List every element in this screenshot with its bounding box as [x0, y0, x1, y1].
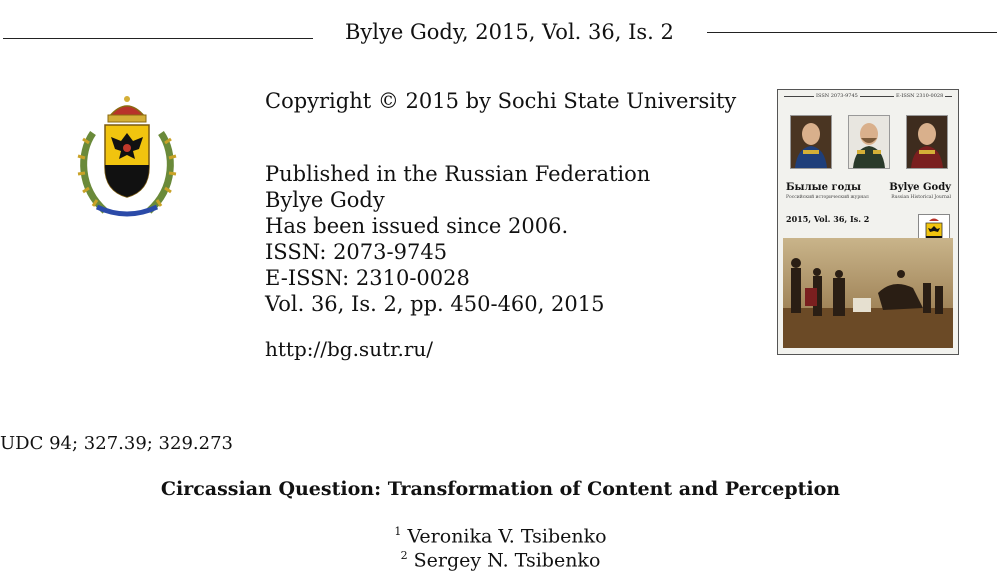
issn-line: ISSN: 2073-9745 — [265, 240, 448, 264]
journal-name-line: Bylye Gody — [265, 188, 385, 212]
cover-issue-label: 2015, Vol. 36, Is. 2 — [786, 214, 870, 224]
header-rule-left — [3, 38, 313, 39]
issued-since-line: Has been issued since 2006. — [265, 214, 569, 238]
journal-url-link[interactable]: http://bg.sutr.ru/ — [265, 337, 434, 361]
cover-portrait-right — [906, 115, 948, 169]
volume-pages-line: Vol. 36, Is. 2, pp. 450-460, 2015 — [265, 292, 605, 316]
journal-cover-image — [777, 89, 959, 355]
cover-title-en: Bylye Gody — [889, 182, 951, 193]
udc-code: UDC 94; 327.39; 329.273 — [0, 433, 233, 454]
article-title: Circassian Question: Transformation of Content and Perception — [160, 478, 841, 500]
author-affiliation-mark: 1 — [394, 525, 402, 538]
header-rule-right — [707, 32, 997, 33]
cover-issn-left: ISSN 2073-9745 — [816, 93, 858, 99]
journal-header: Bylye Gody, 2015, Vol. 36, Is. 2 — [345, 20, 674, 44]
cover-portrait-left — [790, 115, 832, 169]
author-name: Veronika V. Tsibenko — [407, 525, 607, 548]
author-affiliation-mark: 2 — [400, 549, 408, 562]
cover-subtitle-ru: Российский исторический журнал — [786, 195, 869, 200]
cover-title-ru: Былые годы — [786, 182, 861, 193]
cover-battle-painting — [783, 238, 953, 348]
cover-subtitle-en: Russian Historical Journal — [891, 195, 951, 200]
cover-issn-right: E-ISSN 2310-0028 — [896, 93, 944, 99]
published-in-line: Published in the Russian Federation — [265, 162, 651, 186]
author-name: Sergey N. Tsibenko — [413, 549, 601, 572]
cover-top-bar — [784, 93, 952, 100]
author-line — [0, 525, 1001, 547]
author-line — [0, 549, 1001, 571]
eissn-line: E-ISSN: 2310-0028 — [265, 266, 470, 290]
coat-of-arms-emblem — [75, 93, 179, 219]
copyright-line: Copyright © 2015 by Sochi State University — [265, 89, 737, 113]
cover-portrait-center — [848, 115, 890, 169]
